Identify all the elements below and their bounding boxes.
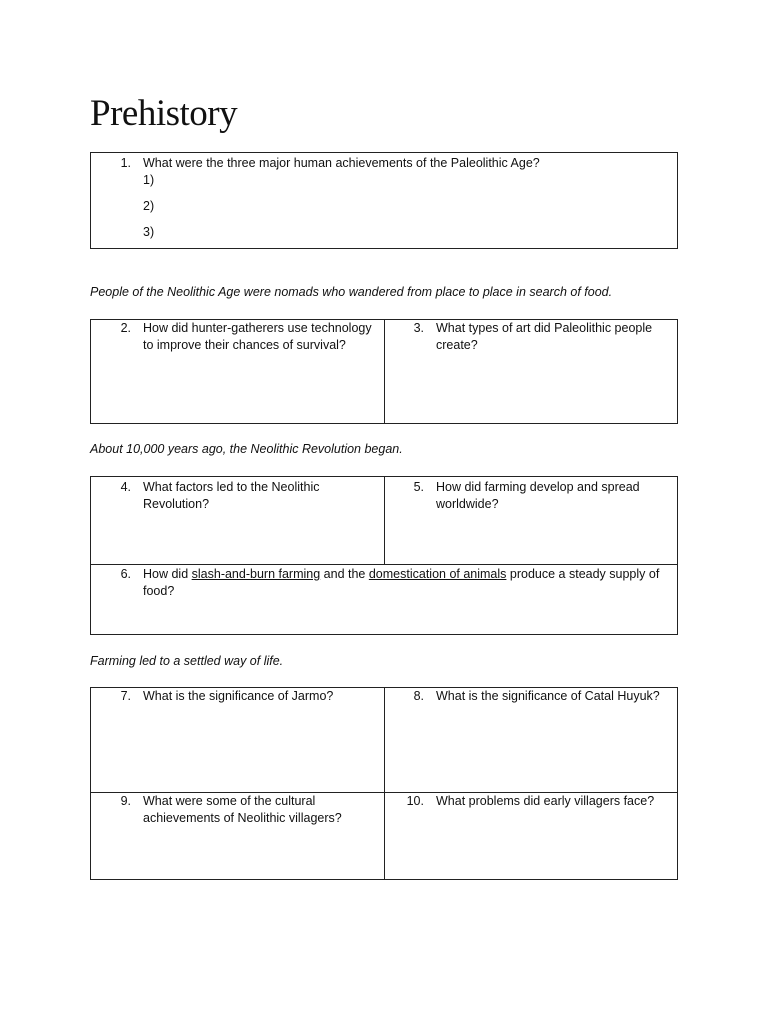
question-text-line2: Revolution? <box>143 497 210 511</box>
question-7 <box>91 688 383 708</box>
section-note: Farming led to a settled way of life. <box>90 654 284 668</box>
question-number: 5. <box>413 480 424 494</box>
question-text-line1: How did farming develop and spread <box>436 480 640 494</box>
text-part: produce a steady supply of <box>506 567 660 581</box>
answer-slot-2: 2) <box>143 199 155 213</box>
question-10 <box>384 793 676 813</box>
question-number: 9. <box>120 794 131 808</box>
key-term-slash-and-burn: slash-and-burn farming <box>191 567 321 581</box>
question-number: 6. <box>120 567 131 581</box>
question-number: 1. <box>120 156 131 170</box>
question-text-line1: What were some of the cultural <box>143 794 316 808</box>
question-box-2 <box>90 319 678 424</box>
text-part: How did <box>143 567 192 581</box>
question-text-line2: create? <box>436 338 478 352</box>
answer-slot-3: 3) <box>143 225 155 239</box>
question-text-line2: worldwide? <box>436 497 499 511</box>
divider <box>91 564 677 565</box>
question-2 <box>91 320 383 360</box>
question-box-4 <box>90 687 678 880</box>
question-number: 3. <box>413 321 424 335</box>
text-part: and the <box>320 567 369 581</box>
question-text: What were the three major human achievements of the Paleolithic Age? <box>143 156 540 170</box>
question-text-line1: What factors led to the Neolithic <box>143 480 320 494</box>
question-text-line1: What types of art did Paleolithic people <box>436 321 653 335</box>
question-text-line2: to improve their chances of survival? <box>143 338 346 352</box>
question-9 <box>91 793 383 833</box>
question-number: 8. <box>413 689 424 703</box>
question-text-line2: achievements of Neolithic villagers? <box>143 811 342 825</box>
question-number: 2. <box>120 321 131 335</box>
question-text: What problems did early villagers face? <box>436 794 655 808</box>
question-text-line2: food? <box>143 584 175 598</box>
question-text: What is the significance of Catal Huyuk? <box>436 689 660 703</box>
question-8 <box>384 688 676 708</box>
question-4 <box>91 479 383 519</box>
divider <box>384 688 385 879</box>
key-term-domestication: domestication of animals <box>368 567 507 581</box>
question-number: 10. <box>406 794 424 808</box>
question-1 <box>91 155 677 172</box>
page-title: Prehistory <box>90 93 238 134</box>
question-6 <box>91 566 677 606</box>
question-text-line1: How did hunter-gatherers use technology <box>143 321 372 335</box>
question-box-1 <box>90 152 678 249</box>
section-note: People of the Neolithic Age were nomads who wandered from place to place in search of food. <box>90 285 613 299</box>
question-number: 7. <box>120 689 131 703</box>
question-text: What is the significance of Jarmo? <box>143 689 334 703</box>
question-number: 4. <box>120 480 131 494</box>
answer-slot-1: 1) <box>143 173 155 187</box>
question-5 <box>384 479 676 519</box>
question-box-3 <box>90 476 678 635</box>
question-3 <box>384 320 676 360</box>
question-text-line1 <box>143 566 659 583</box>
section-note: About 10,000 years ago, the Neolithic Revolution began. <box>90 442 403 456</box>
